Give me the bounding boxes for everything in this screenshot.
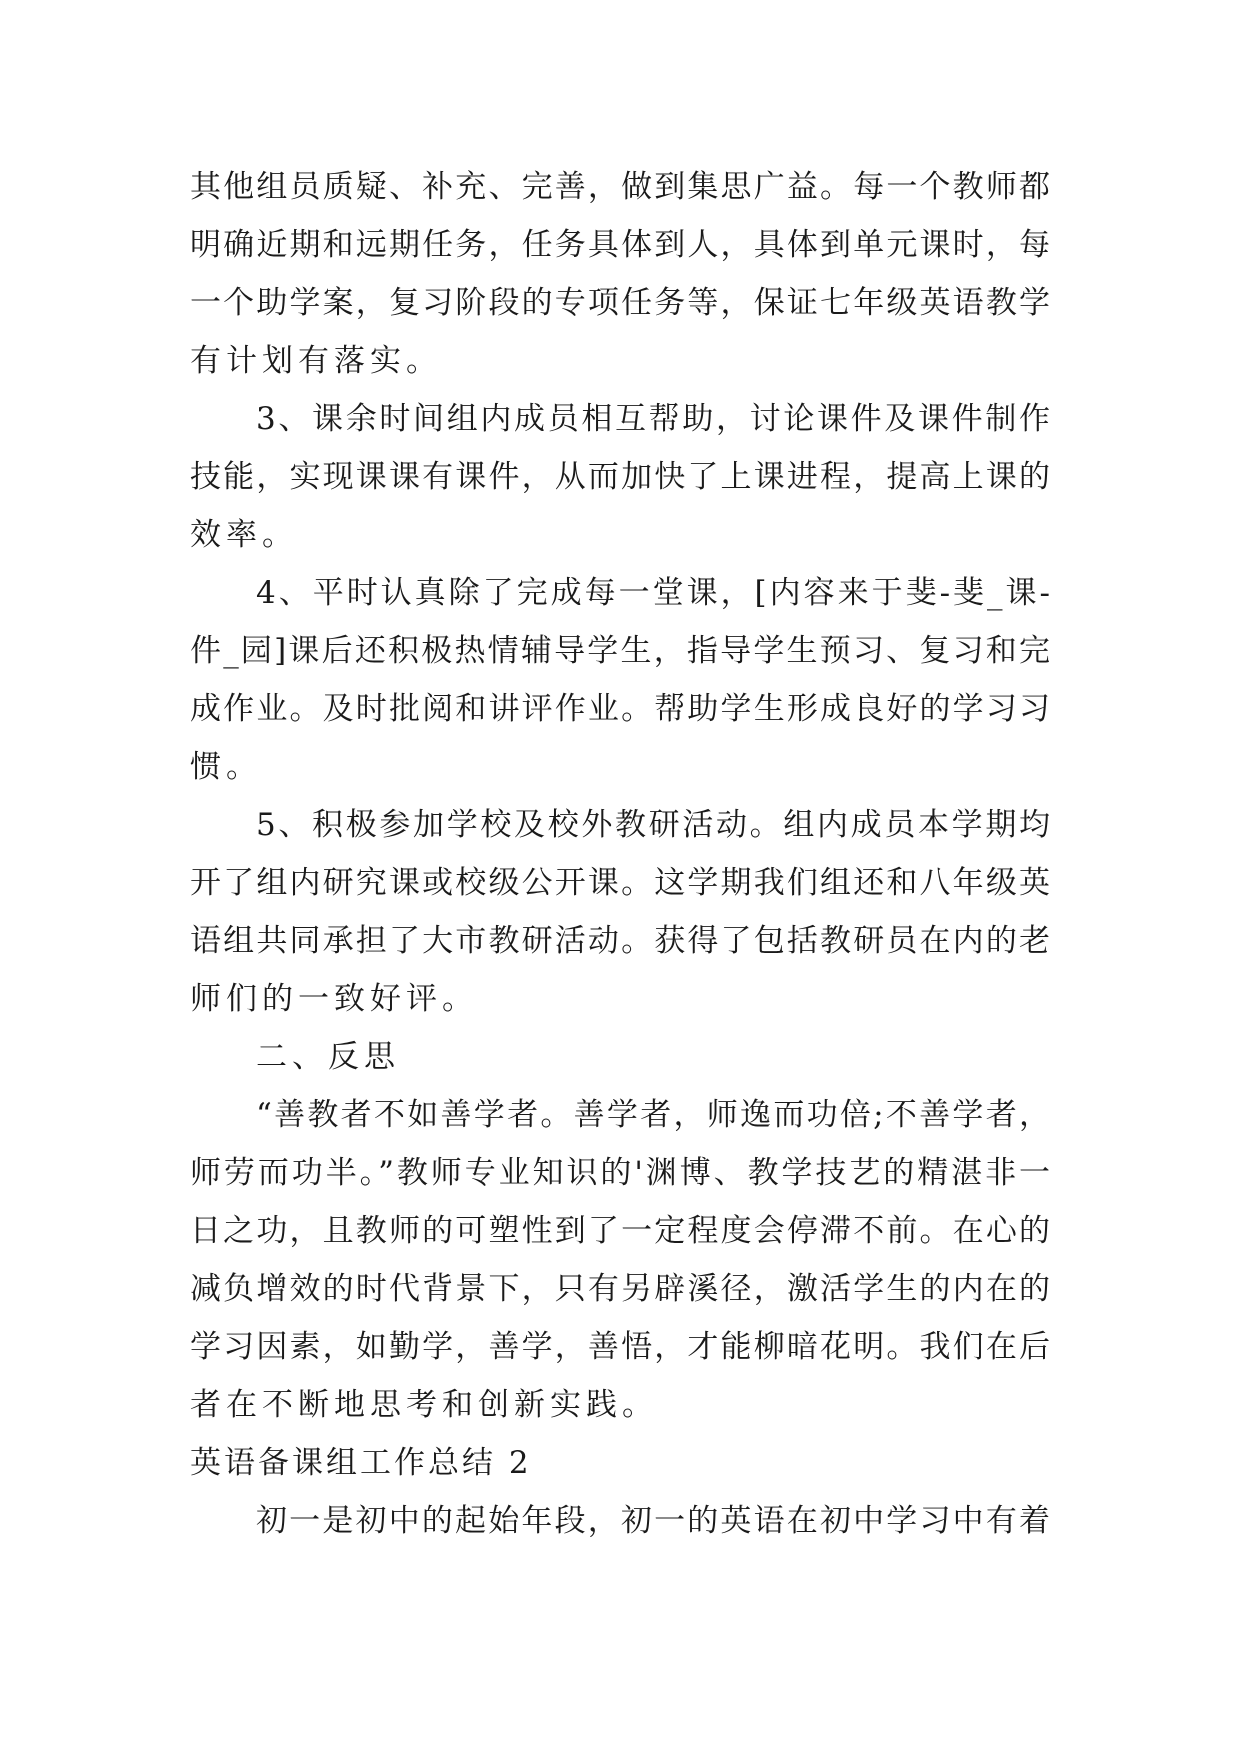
text-line: 一个助学案，复习阶段的专项任务等，保证七年级英语教学 — [190, 285, 1050, 321]
text-line: 减负增效的时代背景下，只有另辟溪径，激活学生的内在的 — [190, 1271, 1050, 1307]
paragraph — [190, 796, 1050, 1028]
text-line: 3、课余时间组内成员相互帮助，讨论课件及课件制作 — [256, 401, 1050, 437]
text-line: 4、平时认真除了完成每一堂课，[内容来于斐-斐_课- — [256, 575, 1050, 611]
text-line: 初一是初中的起始年段，初一的英语在初中学习中有着 — [256, 1503, 1050, 1539]
text-line: 语组共同承担了大市教研活动。获得了包括教研员在内的老 — [190, 923, 1050, 959]
text-line: 者在不断地思考和创新实践。 — [190, 1387, 658, 1423]
paragraph — [190, 390, 1050, 564]
section-title: 英语备课组工作总结 2 — [190, 1445, 532, 1481]
text-line: 明确近期和远期任务，任务具体到人，具体到单元课时，每 — [190, 227, 1050, 263]
document-page — [190, 158, 1050, 1550]
paragraph — [190, 158, 1050, 390]
text-line: 开了组内研究课或校级公开课。这学期我们组还和八年级英 — [190, 865, 1050, 901]
text-line: 日之功，且教师的可塑性到了一定程度会停滞不前。在心的 — [190, 1213, 1050, 1249]
text-line: 成作业。及时批阅和讲评作业。帮助学生形成良好的学习习 — [190, 691, 1050, 727]
text-line: 有计划有落实。 — [190, 343, 442, 379]
subheading-reflection: 二、反思 — [256, 1039, 400, 1075]
text-line: 件_园]课后还积极热情辅导学生，指导学生预习、复习和完 — [190, 633, 1050, 669]
paragraph — [190, 1086, 1050, 1434]
text-line: “善教者不如善学者。善学者，师逸而功倍;不善学者， — [256, 1097, 1050, 1133]
text-line: 惯。 — [190, 749, 262, 785]
text-line: 师们的一致好评。 — [190, 981, 478, 1017]
text-line: 效率。 — [190, 517, 298, 553]
text-line: 学习因素，如勤学，善学，善悟，才能柳暗花明。我们在后 — [190, 1329, 1050, 1365]
paragraph — [190, 1028, 1050, 1086]
paragraph — [190, 564, 1050, 796]
text-line: 5、积极参加学校及校外教研活动。组内成员本学期均 — [256, 807, 1050, 843]
text-line: 技能，实现课课有课件，从而加快了上课进程，提高上课的 — [190, 459, 1050, 495]
text-line: 其他组员质疑、补充、完善，做到集思广益。每一个教师都 — [190, 169, 1050, 205]
text-line: 师劳而功半。”教师专业知识的'渊博、教学技艺的精湛非一 — [190, 1155, 1050, 1191]
